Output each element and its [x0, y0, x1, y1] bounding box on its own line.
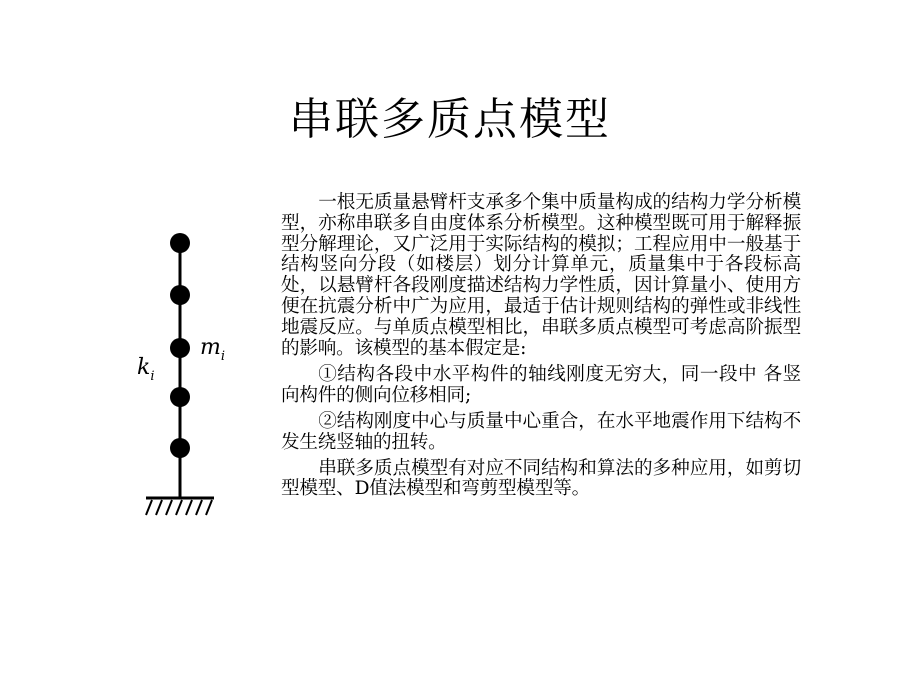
paragraph-assumption-2: ②结构刚度中心与质量中心重合，在水平地震作用下结构不发生绕竖轴的扭转。: [281, 410, 801, 453]
slide-title: 串联多质点模型: [289, 94, 611, 145]
mass-node: [170, 438, 190, 458]
multi-mass-model-diagram: [130, 222, 240, 532]
paragraph-applications: 串联多质点模型有对应不同结构和算法的多种应用，如剪切型模型、D值法模型和弯剪型模型等。: [281, 457, 801, 500]
mass-label: $m_i$: [200, 335, 226, 364]
slide-body: [281, 193, 801, 505]
mass-node: [170, 285, 190, 305]
mass-node: [170, 387, 190, 407]
mass-node: [170, 338, 190, 358]
fixed-support-hatching: [146, 500, 212, 515]
paragraph-assumption-1: ①结构各段中水平构件的轴线刚度无穷大，同一段中 各竖向构件的侧向位移相同;: [281, 364, 801, 407]
mass-node: [170, 233, 190, 253]
cantilever-diagram-svg: [130, 222, 240, 532]
stiffness-label: $k_i$: [137, 355, 155, 384]
paragraph-definition: 一根无质量悬臂杆支承多个集中质量构成的结构力学分析模型，亦称串联多自由度体系分析模型。这种模型既可用于解释振型分解理论，又广泛用于实际结构的模拟；工程应用中一般基于结构竖向分段（如楼层）划分计算单元，质量集中于各段标高处，以悬臂杆各段刚度描述结构力学性质，因计算量小、使用方便在抗震分析中广为应用，最适于估计规则结构的弹性或非线性地震反应。与单质点模型相比，串联多质点模型可考虑高阶振型的影响。该模型的基本假定是:: [281, 192, 801, 359]
